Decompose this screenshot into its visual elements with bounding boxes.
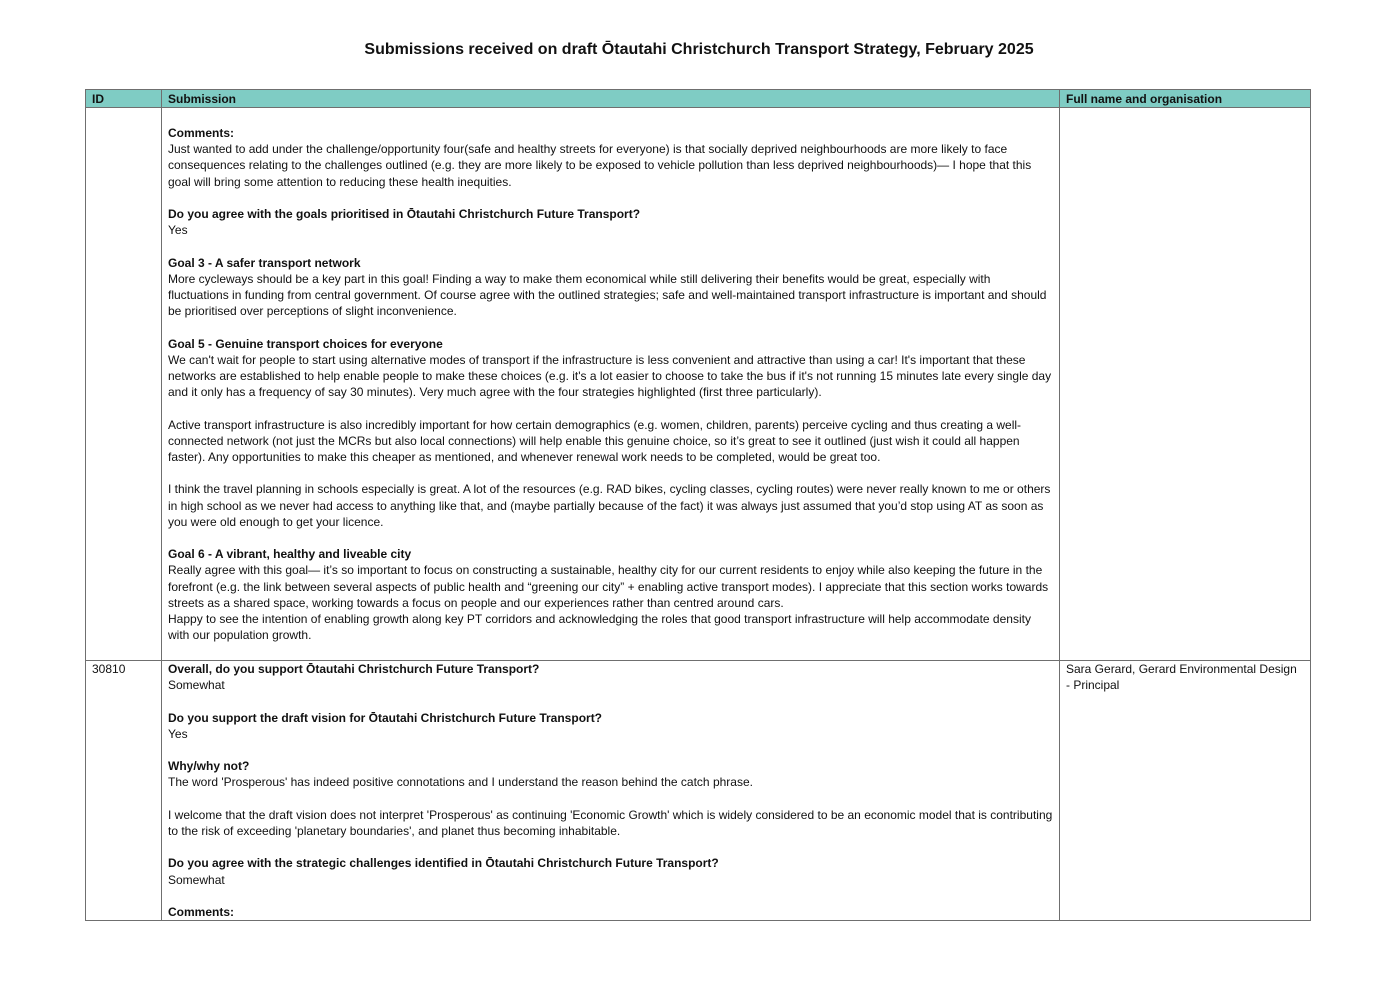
why-block [168, 758, 1053, 790]
table-header-row [86, 90, 1311, 108]
goal6-text-2: Happy to see the intention of enabling growth along key PT corridors and acknowledging the roles that good transport infrastructure will help accommodate density with our population growth. [168, 612, 1031, 643]
goal3-block [168, 255, 1053, 320]
comments-block [168, 125, 1053, 190]
cell-id [86, 108, 162, 661]
comments-label: Comments: [168, 126, 235, 140]
goal5-text-2: Active transport infrastructure is also incredibly important for how certain demographics (e.g. women, children, parents) perceive cycling and thus creating a well-connected network (not just the MCRs but also local connections) will help enable this genuine choice, so it’s great to see it outlined (just wish it could all happen faster). Any opportunities to make this cheaper as mentioned, and whenever renewal work needs to be completed, would be great too. [168, 417, 1022, 464]
overall-question: Overall, do you support Ōtautahi Christchurch Future Transport? [168, 662, 540, 676]
why-paragraph-2 [168, 807, 1053, 839]
goals-block [168, 206, 1053, 238]
challenges-question: Do you agree with the strategic challenges identified in Ōtautahi Christchurch Future Transport? [168, 856, 719, 871]
goals-answer: Yes [168, 223, 188, 238]
challenges-block [168, 855, 1053, 887]
submissions-table [85, 89, 1311, 921]
goal5-block [168, 336, 1053, 401]
goal3-text: More cycleways should be a key part in this goal! Finding a way to make them economical while still delivering their benefits would be great, especially with fluctuations in funding from central government. Of course agree with the outlined strategies; safe and well-maintained transport infrastructure is important and should be prioritised over perceptions of slight inconvenience. [168, 271, 1047, 319]
goal5-text-3: I think the travel planning in schools especially is great. A lot of the resources (e.g. RAD bikes, cycling classes, cycling routes) were never really known to me or others in high school as we never had access to anything like that, and (maybe partially because of the fact) it was always just assumed that you’d stop using AT as soon as you were old enough to get your licence. [168, 482, 1051, 529]
goal5-label: Goal 5 - Genuine transport choices for everyone [168, 336, 443, 351]
comments-label-2: Comments: [168, 904, 235, 919]
cell-name: Sara Gerard, Gerard Environmental Design - Principal [1060, 661, 1311, 921]
goal6-block [168, 546, 1053, 643]
goal5-paragraph-2 [168, 417, 1053, 466]
why-text-1: The word 'Prosperous' has indeed positive connotations and I understand the reason behind the catch phrase. [168, 775, 753, 790]
table-row [86, 108, 1311, 661]
comments-block-2 [168, 904, 1053, 920]
comments-text: Just wanted to add under the challenge/opportunity four(safe and healthy streets for everyone) is that socially deprived neighbourhoods are more likely to face consequences relating to the challenges outlined (e.g. they are more likely to be exposed to vehicle pollution than less deprived neighbourhoods)— I hope that this goal will bring some attention to reducing these health inequities. [168, 142, 1032, 189]
overall-answer: Somewhat [168, 678, 225, 693]
goal5-text-1: We can't wait for people to start using alternative modes of transport if the infrastructure is less convenient and attractive than using a car! It's important that these networks are established to help enable people to make these choices (e.g. it's a lot easier to choose to take the bus if it's not running 15 minutes late every single day and it only has a frequency of say 30 minutes). Very much agree with the four strategies highlighted (first three particularly). [168, 352, 1052, 400]
goals-question: Do you agree with the goals prioritised in Ōtautahi Christchurch Future Transport? [168, 207, 641, 221]
page-title: Submissions received on draft Ōtautahi Christchurch Transport Strategy, February 2025 [364, 41, 1034, 58]
cell-id: 30810 [86, 661, 162, 921]
goal6-label: Goal 6 - A vibrant, healthy and liveable city [168, 547, 412, 562]
why-text-2: I welcome that the draft vision does not interpret 'Prosperous' as continuing 'Economic Growth' which is widely considered to be an economic model that is contributing to the risk of exceeding 'planetary boundaries', and planet thus becoming inhabitable. [168, 807, 1053, 838]
goal6-text-1: Really agree with this goal— it’s so important to focus on constructing a sustainable, healthy city for our current residents to enjoy while also keeping the future in the forefront (e.g. the link between several aspects of public health and “greening our city” + enabling active transport modes). I appreciate that this section works towards streets as a shared space, working towards a focus on people and our experiences rather than centred around cars. [168, 563, 1049, 610]
goal3-label: Goal 3 - A safer transport network [168, 255, 361, 270]
table-row [86, 661, 1311, 921]
vision-answer: Yes [168, 726, 188, 741]
cell-submission [162, 108, 1060, 661]
challenges-answer: Somewhat [168, 872, 225, 887]
header-id: ID [86, 90, 162, 108]
cell-name [1060, 108, 1311, 661]
header-submission: Submission [162, 90, 1060, 108]
cell-submission [162, 661, 1060, 921]
goal5-paragraph-3 [168, 481, 1053, 530]
overall-block [168, 661, 1053, 693]
vision-question: Do you support the draft vision for Ōtautahi Christchurch Future Transport? [168, 710, 603, 725]
vision-block [168, 710, 1053, 742]
why-question: Why/why not? [168, 759, 250, 774]
header-name: Full name and organisation [1060, 90, 1311, 108]
